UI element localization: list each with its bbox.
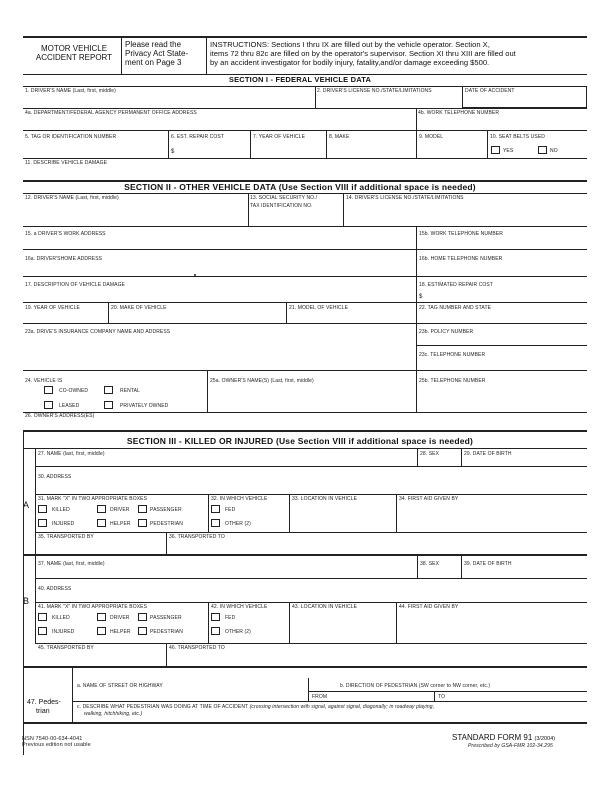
victim-b-transported-to-label: 46. TRANSPORTED TO	[169, 645, 225, 651]
killed-label: KILLED	[52, 615, 70, 621]
victim-b-transported-by-field[interactable]	[36, 643, 166, 666]
victim-b-sex-label: 38. SEX	[420, 561, 440, 567]
repair-cost-label: 6. EST. REPAIR COST	[171, 134, 224, 140]
privately-owned-label: PRIVATELY OWNED	[120, 403, 169, 409]
tag-state-field[interactable]	[417, 302, 587, 323]
other-driver-name-label: 12. DRIVER'S NAME (Last, first, middle)	[25, 195, 119, 201]
home-address-field[interactable]	[23, 249, 416, 276]
helper-label: HELPER	[110, 629, 131, 635]
work-phone-label: 4b. WORK TELEPHONE NUMBER	[418, 110, 500, 116]
rule	[23, 666, 587, 668]
block-b-letter: B	[23, 596, 30, 606]
model-label: 9. MODEL	[419, 134, 444, 140]
other-label: OTHER (2)	[225, 521, 251, 527]
b-passenger-checkbox[interactable]	[138, 613, 147, 621]
victim-a-first-aid-label: 34. FIRST AID GIVEN BY	[399, 496, 459, 502]
year-field[interactable]	[23, 302, 108, 323]
b-pedestrian-checkbox[interactable]	[138, 627, 147, 635]
instructions-line: INSTRUCTIONS: Sections I thru IX are filled out by the vehicle operator. Section X,	[210, 40, 490, 49]
victim-a-transported-to-field[interactable]	[167, 532, 587, 554]
victim-b-name-field[interactable]	[36, 555, 417, 578]
model-of-vehicle-label: 21. MODEL OF VEHICLE	[289, 305, 349, 311]
form-name: STANDARD FORM 91	[452, 733, 533, 742]
vehicle-is-label: 24. VEHICLE IS	[25, 378, 63, 384]
home-phone-label: 16b. HOME TELEPHONE NUMBER	[419, 256, 503, 262]
rule	[23, 430, 587, 432]
a-passenger-checkbox[interactable]	[138, 505, 147, 513]
ssn-field[interactable]	[249, 193, 343, 226]
policy-number-label: 23b. POLICY NUMBER	[419, 329, 474, 335]
from-field[interactable]	[309, 692, 434, 701]
victim-a-name-label: 27. NAME (last, first, middle)	[38, 451, 105, 457]
driver-name-field[interactable]	[23, 86, 315, 108]
estimated-repair-label: 18. ESTIMATED REPAIR COST	[419, 282, 493, 288]
home-address-label: 16a. DRIVER'SHOME ADDRESS	[25, 256, 103, 262]
form-title-line2: ACCIDENT REPORT	[35, 53, 113, 62]
owner-address-field[interactable]	[23, 412, 587, 430]
pedestrian-label-line2: trian	[36, 708, 50, 715]
tag-number-label: 5. TAG OR IDENTIFICATION NUMBER	[25, 134, 117, 140]
to-field[interactable]	[435, 692, 587, 701]
divider	[208, 494, 209, 532]
seat-belts-no-checkbox[interactable]	[538, 146, 547, 154]
victim-a-location-label: 33. LOCATION IN VEHICLE	[292, 496, 358, 502]
a-driver-checkbox[interactable]	[97, 505, 106, 513]
insurance-phone-field[interactable]	[417, 345, 587, 370]
driver-name-label: 1. DRIVER'S NAME (Last, first, middle)	[25, 88, 116, 94]
driver-label: DRIVER	[110, 507, 130, 513]
b-injured-checkbox[interactable]	[38, 627, 47, 635]
other-label: OTHER (2)	[225, 629, 251, 635]
no-label: NO	[550, 148, 558, 154]
home-phone-field[interactable]	[417, 249, 587, 276]
divider	[487, 130, 488, 158]
to-label: TO	[438, 694, 446, 700]
victim-b-mark-label: 41. MARK "X" IN TWO APPROPRIATE BOXES	[38, 604, 148, 610]
a-pedestrian-checkbox[interactable]	[138, 519, 147, 527]
a-other-checkbox[interactable]	[211, 519, 220, 527]
other-work-phone-label: 15b. WORK TELEPHONE NUMBER	[419, 231, 503, 237]
pedestrian-label	[27, 698, 61, 716]
victim-a-sex-field[interactable]	[418, 448, 461, 466]
damage-description-field[interactable]	[23, 276, 416, 302]
other-driver-name-field[interactable]	[23, 193, 248, 226]
pedestrian-direction-label: b. DIRECTION OF PEDESTRIAN (SW corner to NW corner, etc.)	[340, 683, 491, 689]
instructions	[210, 40, 590, 67]
date-of-accident-label: DATE OF ACCIDENT	[465, 88, 515, 94]
passenger-label: PASSENGER	[150, 615, 182, 621]
victim-a-in-vehicle-label: 32. IN WHICH VEHICLE	[211, 496, 268, 502]
pedestrian-label: PEDESTRIAN	[150, 521, 183, 527]
pedestrian-label: PEDESTRIAN	[150, 629, 183, 635]
form-date: (3/2004)	[534, 736, 556, 742]
work-phone-field[interactable]	[417, 108, 587, 130]
victim-b-dob-field[interactable]	[462, 555, 587, 578]
ssn-label: 13. SOCIAL SECURITY NO./	[250, 195, 318, 201]
victim-b-location-field[interactable]	[290, 602, 396, 643]
divider	[121, 36, 122, 74]
prescribed-note: Prescribed by GSA-FMR 102-34.295	[468, 743, 553, 749]
rule	[23, 722, 587, 724]
owner-address-label: 26. OWNER'S ADDRESS(ES)	[25, 413, 95, 419]
insurance-field[interactable]	[23, 323, 416, 370]
victim-a-mark-label: 31. MARK "X" IN TWO APPROPRIATE BOXES	[38, 496, 148, 502]
section-1-title: SECTION I - FEDERAL VEHICLE DATA	[228, 75, 372, 84]
estimated-repair-field[interactable]	[417, 276, 587, 302]
victim-b-address-field[interactable]	[36, 578, 587, 602]
victim-b-location-label: 43. LOCATION IN VEHICLE	[292, 604, 358, 610]
fed-label: FED	[225, 615, 236, 621]
work-address-field[interactable]	[23, 226, 416, 249]
street-name-label: a. NAME OF STREET OR HIGHWAY	[77, 683, 163, 689]
privately-owned-checkbox[interactable]	[104, 401, 113, 409]
b-helper-checkbox[interactable]	[97, 627, 106, 635]
left-border	[23, 430, 24, 755]
work-address-label: 15. a DRIVER'S WORK ADDRESS	[25, 231, 106, 237]
year-label: 19. YEAR OF VEHICLE	[25, 305, 80, 311]
yes-label: YES	[503, 148, 514, 154]
driver-label: DRIVER	[110, 615, 130, 621]
owner-name-field[interactable]	[208, 370, 416, 412]
victim-a-name-field[interactable]	[36, 448, 417, 466]
make-of-vehicle-field[interactable]	[109, 302, 286, 323]
victim-a-location-field[interactable]	[290, 494, 396, 532]
a-helper-checkbox[interactable]	[97, 519, 106, 527]
victim-b-first-aid-label: 44. FIRST AID GIVEN BY	[399, 604, 459, 610]
dollar-sign: $	[171, 149, 175, 155]
other-work-phone-field[interactable]	[417, 226, 587, 249]
seat-belts-yes-checkbox[interactable]	[491, 146, 500, 154]
previous-edition-note: Previous edition not usable	[22, 742, 91, 748]
victim-b-transported-to-field[interactable]	[167, 643, 587, 666]
form-title	[30, 44, 118, 62]
dollar-sign: $	[419, 294, 423, 300]
insurance-phone-label: 23c. TELEPHONE NUMBER	[419, 352, 486, 358]
b-other-checkbox[interactable]	[211, 627, 220, 635]
privacy-line: Privacy Act State-	[125, 49, 189, 58]
privacy-line: ment on Page 3	[125, 58, 182, 67]
a-fed-checkbox[interactable]	[211, 505, 220, 513]
activity-examples: (crossing intersection with signal, against signal, diagonally; in roadway playing,	[249, 704, 435, 710]
fed-label: FED	[225, 507, 236, 513]
make-label: 8. MAKE	[329, 134, 350, 140]
victim-b-name-label: 37. NAME (last, first, middle)	[38, 561, 105, 567]
victim-b-transported-by-label: 45. TRANSPORTED BY	[38, 645, 94, 651]
damage-description-label: 17. DESCRIPTION OF VEHICLE DAMAGE	[25, 282, 125, 288]
victim-b-in-vehicle-label: 42. IN WHICH VEHICLE	[211, 604, 268, 610]
instructions-line: by an accident investigator for bodily injury, fatality,and/or damage exceeding $500.	[210, 58, 490, 67]
office-address-label: 4a. DEPARTMENT/FEDERAL AGENCY PERMANENT OFFICE ADDRESS	[25, 110, 197, 116]
nsn-number: NSN 7540-00-634-4041	[22, 736, 83, 742]
co-owned-checkbox[interactable]	[44, 386, 53, 394]
insurance-label: 23a. DRIVE'S INSURANCE COMPANY NAME AND ADDRESS	[25, 329, 171, 335]
other-license-label: 14. DRIVER'S LICENSE NO./STATE/LIMITATIONS	[346, 195, 464, 201]
killed-label: KILLED	[52, 507, 70, 513]
street-name-field[interactable]	[73, 678, 308, 701]
from-label: FROM	[312, 694, 328, 700]
other-license-field[interactable]	[344, 193, 587, 226]
co-owned-label: CO-OWNED	[59, 388, 89, 394]
injured-label: INJURED	[52, 629, 75, 635]
model-field[interactable]	[417, 130, 487, 158]
policy-number-field[interactable]	[417, 323, 587, 345]
vehicle-damage-label: 11. DESCRIBE VEHICLE DAMAGE	[25, 160, 108, 166]
rental-label: RENTAL	[120, 388, 140, 394]
tag-state-label: 22. TAG NUMBER AND STATE	[419, 305, 492, 311]
block-a-letter: A	[23, 500, 30, 510]
owner-name-label: 25a. OWNER'S NAME(S) (Last, first, middle)	[210, 378, 314, 384]
make-of-vehicle-label: 20. MAKE OF VEHICLE	[111, 305, 167, 311]
vehicle-damage-field[interactable]	[23, 158, 587, 180]
drivers-license-field[interactable]	[316, 86, 462, 108]
victim-a-dob-field[interactable]	[462, 448, 587, 466]
victim-b-dob-label: 39. DATE OF BIRTH	[464, 561, 512, 567]
section-2-title: SECTION II - OTHER VEHICLE DATA (Use Section VIII if additional space is needed)	[124, 182, 476, 192]
activity-examples-line2: walking, hitchhiking, etc.)	[84, 711, 143, 717]
make-field[interactable]	[327, 130, 416, 158]
victim-a-dob-label: 29. DATE OF BIRTH	[464, 451, 512, 457]
owner-phone-field[interactable]	[417, 370, 587, 412]
model-of-vehicle-field[interactable]	[287, 302, 416, 323]
victim-a-address-label: 30. ADDRESS	[38, 474, 72, 480]
a-killed-checkbox[interactable]	[38, 505, 47, 513]
victim-b-address-label: 40. ADDRESS	[38, 586, 72, 592]
form-number	[452, 733, 555, 742]
form-top-border	[23, 36, 587, 38]
divider	[208, 602, 209, 643]
victim-b-first-aid-field[interactable]	[397, 602, 587, 643]
victim-a-first-aid-field[interactable]	[397, 494, 587, 532]
b-killed-checkbox[interactable]	[38, 613, 47, 621]
leased-label: LEASED	[59, 403, 80, 409]
office-address-field[interactable]	[23, 108, 416, 130]
tax-id-label: TAX IDENTIFICATION NO.	[250, 203, 313, 209]
privacy-note	[125, 40, 205, 67]
victim-a-transported-by-field[interactable]	[36, 532, 166, 554]
b-driver-checkbox[interactable]	[97, 613, 106, 621]
b-fed-checkbox[interactable]	[211, 613, 220, 621]
privacy-line: Please read the	[125, 40, 182, 49]
leased-checkbox[interactable]	[44, 401, 53, 409]
seat-belts-label: 10. SEAT BELTS USED	[490, 134, 545, 140]
a-injured-checkbox[interactable]	[38, 519, 47, 527]
tag-number-field[interactable]	[23, 130, 168, 158]
drivers-license-label: 2. DRIVER'S LICENSE NO./STATE/LIMITATIONS	[317, 88, 432, 94]
vehicle-year-label: 7. YEAR OF VEHICLE	[253, 134, 306, 140]
instructions-line: items 72 thru 82c are filled on by the operator's supervisor. Section XI thru XIII are filled out	[210, 49, 516, 58]
injured-label: INJURED	[52, 521, 75, 527]
pedestrian-label-line1: 47. Pedes-	[27, 699, 61, 706]
owner-phone-label: 25b. TELEPHONE NUMBER	[419, 378, 486, 384]
victim-a-transported-to-label: 36. TRANSPORTED TO	[169, 534, 225, 540]
form-title-line1: MOTOR VEHICLE	[40, 44, 108, 53]
activity-prompt: c. DESCRIBE WHAT PEDESTRIAN WAS DOING AT TIME OF ACCIDENT	[77, 704, 249, 710]
rental-checkbox[interactable]	[104, 386, 113, 394]
victim-a-sex-label: 28. SEX	[420, 451, 440, 457]
victim-b-sex-field[interactable]	[418, 555, 461, 578]
vehicle-year-field[interactable]	[251, 130, 326, 158]
section-3-title: SECTION III - KILLED OR INJURED (Use Section VIII if additional space is needed)	[126, 436, 474, 446]
victim-a-address-field[interactable]	[36, 466, 587, 494]
pedestrian-activity-field[interactable]	[73, 701, 587, 722]
repair-cost-field[interactable]	[169, 130, 250, 158]
helper-label: HELPER	[110, 521, 131, 527]
divider	[206, 36, 207, 74]
passenger-label: PASSENGER	[150, 507, 182, 513]
victim-a-transported-by-label: 35. TRANSPORTED BY	[38, 534, 94, 540]
